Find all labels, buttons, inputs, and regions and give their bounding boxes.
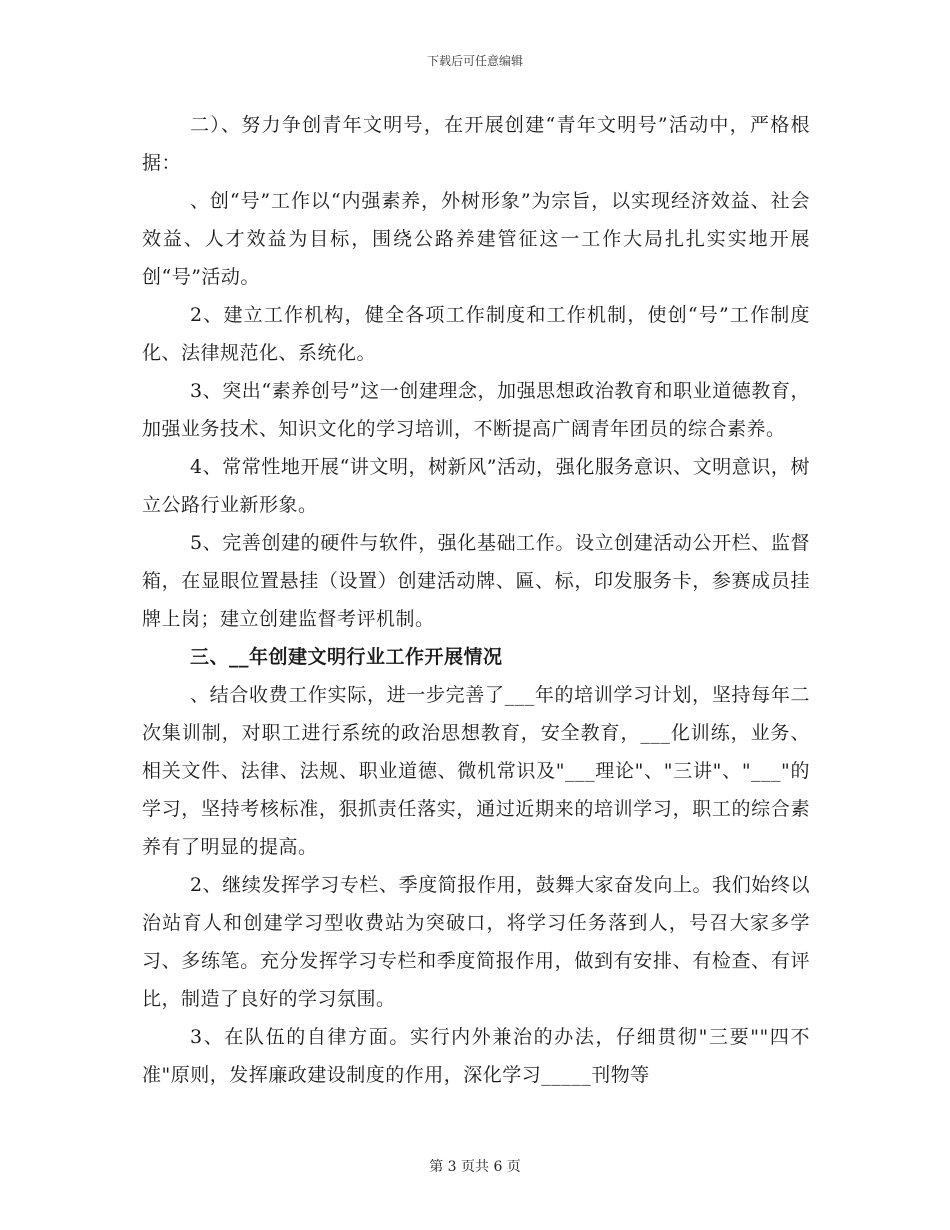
section-heading: 三、__年创建文明行业工作开展情况 <box>190 646 503 668</box>
document-body <box>142 106 810 1094</box>
paragraph-8: 2、继续发挥学习专栏、季度简报作用，鼓舞大家奋发向上。我们始终以治站育人和创建学习型收费站为突破口，将学习任务落到人，号召大家多学习、多练笔。充分发挥学习专栏和季度简报作用，做到有安排、有检查、有评比，制造了良好的学习氛围。 <box>142 874 810 1010</box>
paragraph-6: 5、完善创建的硬件与软件，强化基础工作。设立创建活动公开栏、监督箱，在显眼位置悬挂（设置）创建活动牌、匾、标，印发服务卡，参赛成员挂牌上岗；建立创建监督考评机制。 <box>142 532 810 630</box>
paragraph-7: 、结合收费工作实际，进一步完善了___年的培训学习计划，坚持每年二次集训制，对职工进行系统的政治思想教育，安全教育，___化训练，业务、相关文件、法律、法规、职业道德、微机常识及"___理论"、"三讲"、"___"的学习，坚持考核标准，狠抓责任落实，通过近期来的培训学习，职工的综合素养有了明显的提高。 <box>142 684 810 858</box>
paragraph-1: 二）、努力争创青年文明号，在开展创建“青年文明号”活动中，严格根据： <box>142 114 810 174</box>
paragraph-9: 3、在队伍的自律方面。实行内外兼治的办法，仔细贯彻"三要""四不准"原则，发挥廉政建设制度的作用，深化学习_____刊物等 <box>142 1026 810 1086</box>
page-footer: 第 3 页共 6 页 <box>429 1159 521 1175</box>
paragraph-5: 4、常常性地开展“讲文明，树新风”活动，强化服务意识、文明意识，树立公路行业新形象。 <box>142 456 810 516</box>
paragraph-3: 2、建立工作机构，健全各项工作制度和工作机制，使创“号”工作制度化、法律规范化、系统化。 <box>142 304 810 364</box>
page-header: 下载后可任意编辑 <box>426 54 523 68</box>
paragraph-4: 3、突出“素养创号”这一创建理念，加强思想政治教育和职业道德教育，加强业务技术、知识文化的学习培训，不断提高广阔青年团员的综合素养。 <box>142 380 810 440</box>
paragraph-2: 、创“号”工作以“内强素养，外树形象”为宗旨，以实现经济效益、社会效益、人才效益为目标，围绕公路养建管征这一工作大局扎扎实实地开展创“号”活动。 <box>142 190 810 288</box>
